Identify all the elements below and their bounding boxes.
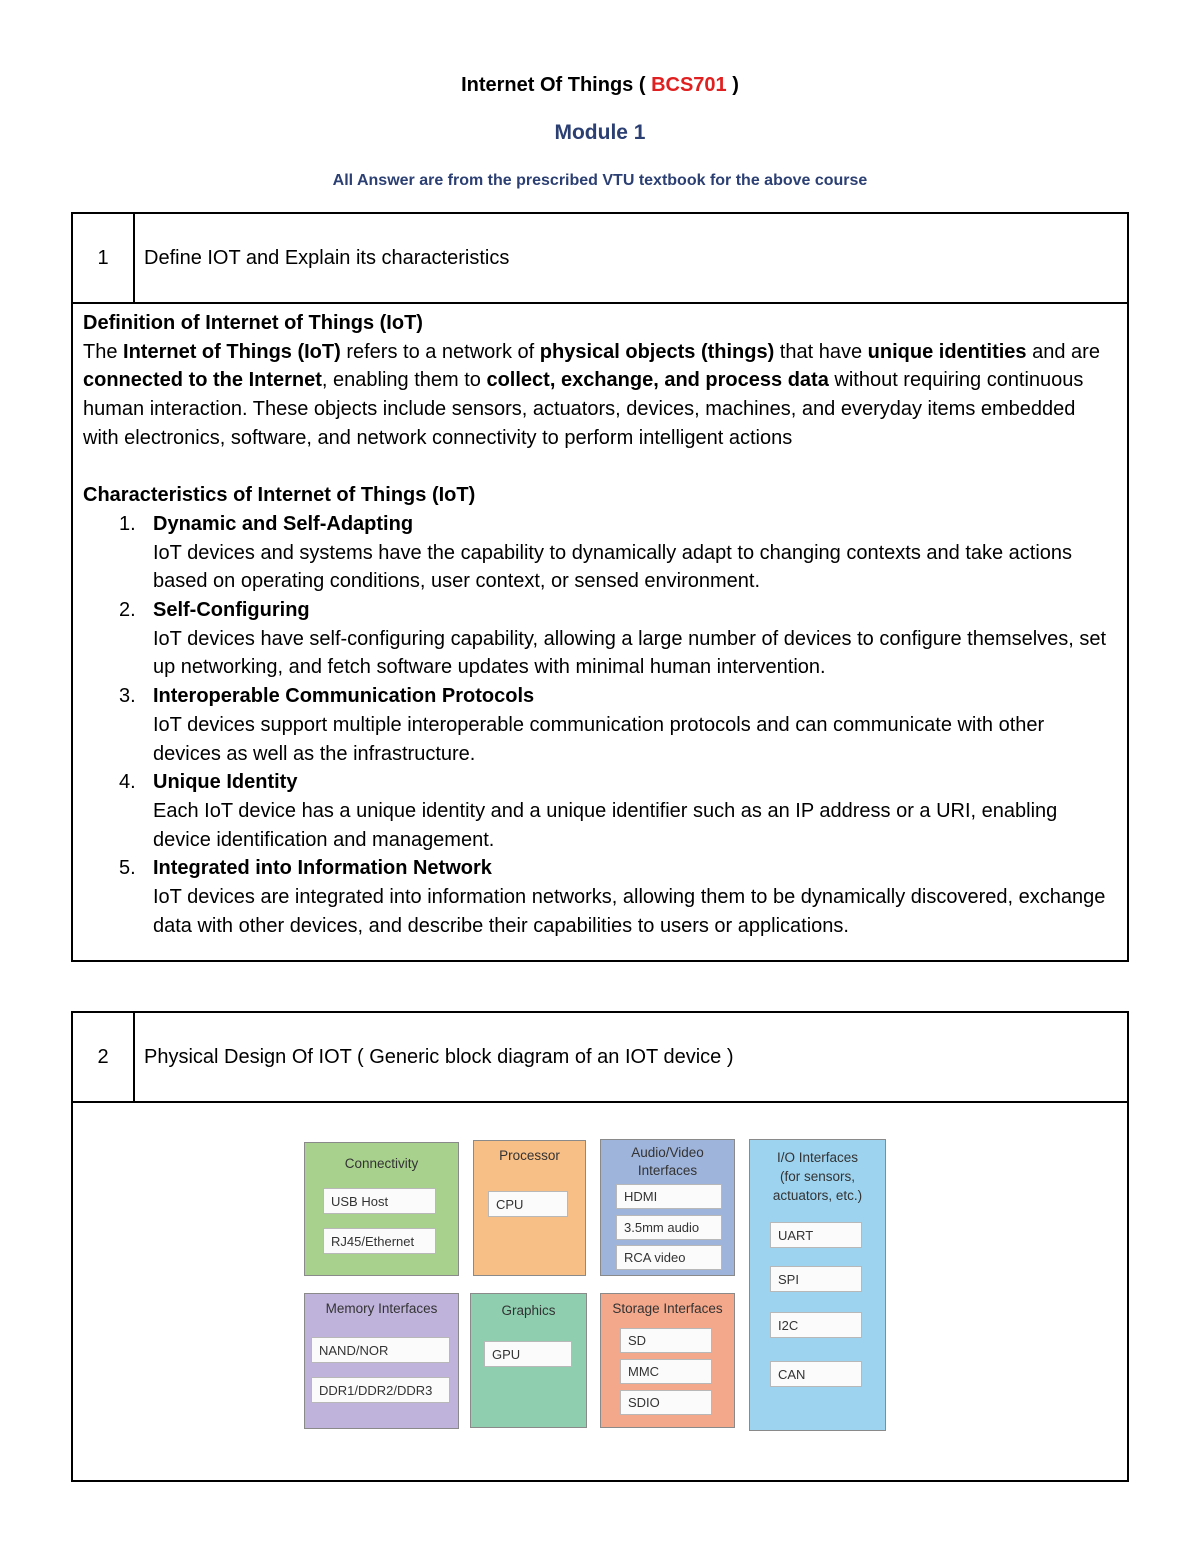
characteristics-heading: Characteristics of Internet of Things (IoT): [83, 484, 476, 507]
answer-1: [73, 304, 1127, 940]
block-title-line: actuators, etc.): [772, 1188, 863, 1203]
chip: DDR1/DDR2/DDR3: [311, 1377, 450, 1403]
question-2-header: [73, 1013, 1127, 1103]
chip: MMC: [620, 1359, 712, 1384]
module-heading: Module 1: [554, 121, 646, 144]
audio-video-block: [600, 1139, 735, 1276]
source-note: All Answer are from the prescribed VTU textbook for the above course: [332, 172, 868, 189]
title-prefix: Internet Of Things (: [461, 74, 646, 96]
question-text: Physical Design Of IOT ( Generic block diagram of an IOT device ): [144, 1045, 734, 1068]
chip: I2C: [770, 1312, 862, 1338]
graphics-block: [470, 1293, 587, 1428]
chip: SPI: [770, 1266, 862, 1292]
characteristics-list: [83, 510, 1115, 941]
chip: 3.5mm audio: [616, 1215, 722, 1240]
question-text: Define IOT and Explain its characteristics: [144, 246, 510, 269]
block-title-line: (for sensors,: [779, 1169, 856, 1184]
storage-interfaces-block: [600, 1293, 735, 1428]
definition-heading: Definition of Internet of Things (IoT): [83, 312, 423, 334]
chip: CPU: [488, 1191, 568, 1217]
title-suffix: ): [732, 74, 739, 96]
list-item: 5. Integrated into Information Network IoT devices are integrated into information networks, allowing them to be dynamically discovered, exchange data with other devices, and describe their capabilities to users or applications.: [119, 857, 1106, 937]
list-item: 2. Self-Configuring IoT devices have self-configuring capability, allowing a large number of devices to configure themselves, set up networking, and fetch software updates with minimal human intervention.: [119, 599, 1107, 679]
iot-block-diagram: [304, 1139, 888, 1431]
chip: CAN: [770, 1361, 862, 1387]
question-number: 2: [73, 1013, 135, 1101]
list-item: 3. Interoperable Communication Protocols IoT devices support multiple interoperable communication protocols and can communicate with other devices as well as the infrastructure.: [119, 685, 1045, 765]
block-title: Graphics: [501, 1303, 556, 1318]
course-code: BCS701: [651, 74, 727, 96]
chip: GPU: [484, 1341, 572, 1367]
chip: SDIO: [620, 1390, 712, 1415]
chip: USB Host: [323, 1188, 436, 1214]
connectivity-block: [304, 1142, 459, 1276]
block-title: Connectivity: [344, 1156, 419, 1171]
question-1-box: [71, 212, 1129, 962]
processor-block: [473, 1140, 586, 1276]
chip: NAND/NOR: [311, 1337, 450, 1363]
block-title: Storage Interfaces: [612, 1301, 723, 1316]
document-title: [0, 74, 1200, 97]
chip: RCA video: [616, 1245, 722, 1270]
chip: UART: [770, 1222, 862, 1248]
chip: RJ45/Ethernet: [323, 1228, 436, 1254]
list-item: 4. Unique Identity Each IoT device has a unique identity and a unique identifier such as an IP address or a URI, enabling device identification and management.: [119, 771, 1058, 851]
io-interfaces-block: [749, 1139, 886, 1431]
chip: HDMI: [616, 1184, 722, 1209]
question-number: 1: [73, 214, 135, 302]
block-title: Processor: [499, 1148, 560, 1163]
chip: SD: [620, 1328, 712, 1353]
block-title: Memory Interfaces: [325, 1301, 438, 1316]
block-title-line: Audio/Video: [631, 1145, 704, 1160]
definition-paragraph: The Internet of Things (IoT) refers to a network of physical objects (things) that have unique identities and are connected to the Internet, enabling them to collect, exchange, and process data without requiring continuous human interaction. These objects include sensors, actuators, devices, machines, and everyday items embedded with electronics, software, and network connectivity to perform intelligent actions: [83, 340, 1100, 449]
list-item: 1. Dynamic and Self-Adapting IoT devices and systems have the capability to dynamically adapt to changing contexts and take actions based on operating conditions, user context, or sensed environment.: [119, 512, 1073, 593]
question-1-header: [73, 214, 1127, 304]
block-title-line: I/O Interfaces: [776, 1150, 859, 1165]
block-title-line: Interfaces: [637, 1163, 698, 1178]
memory-interfaces-block: [304, 1293, 459, 1429]
